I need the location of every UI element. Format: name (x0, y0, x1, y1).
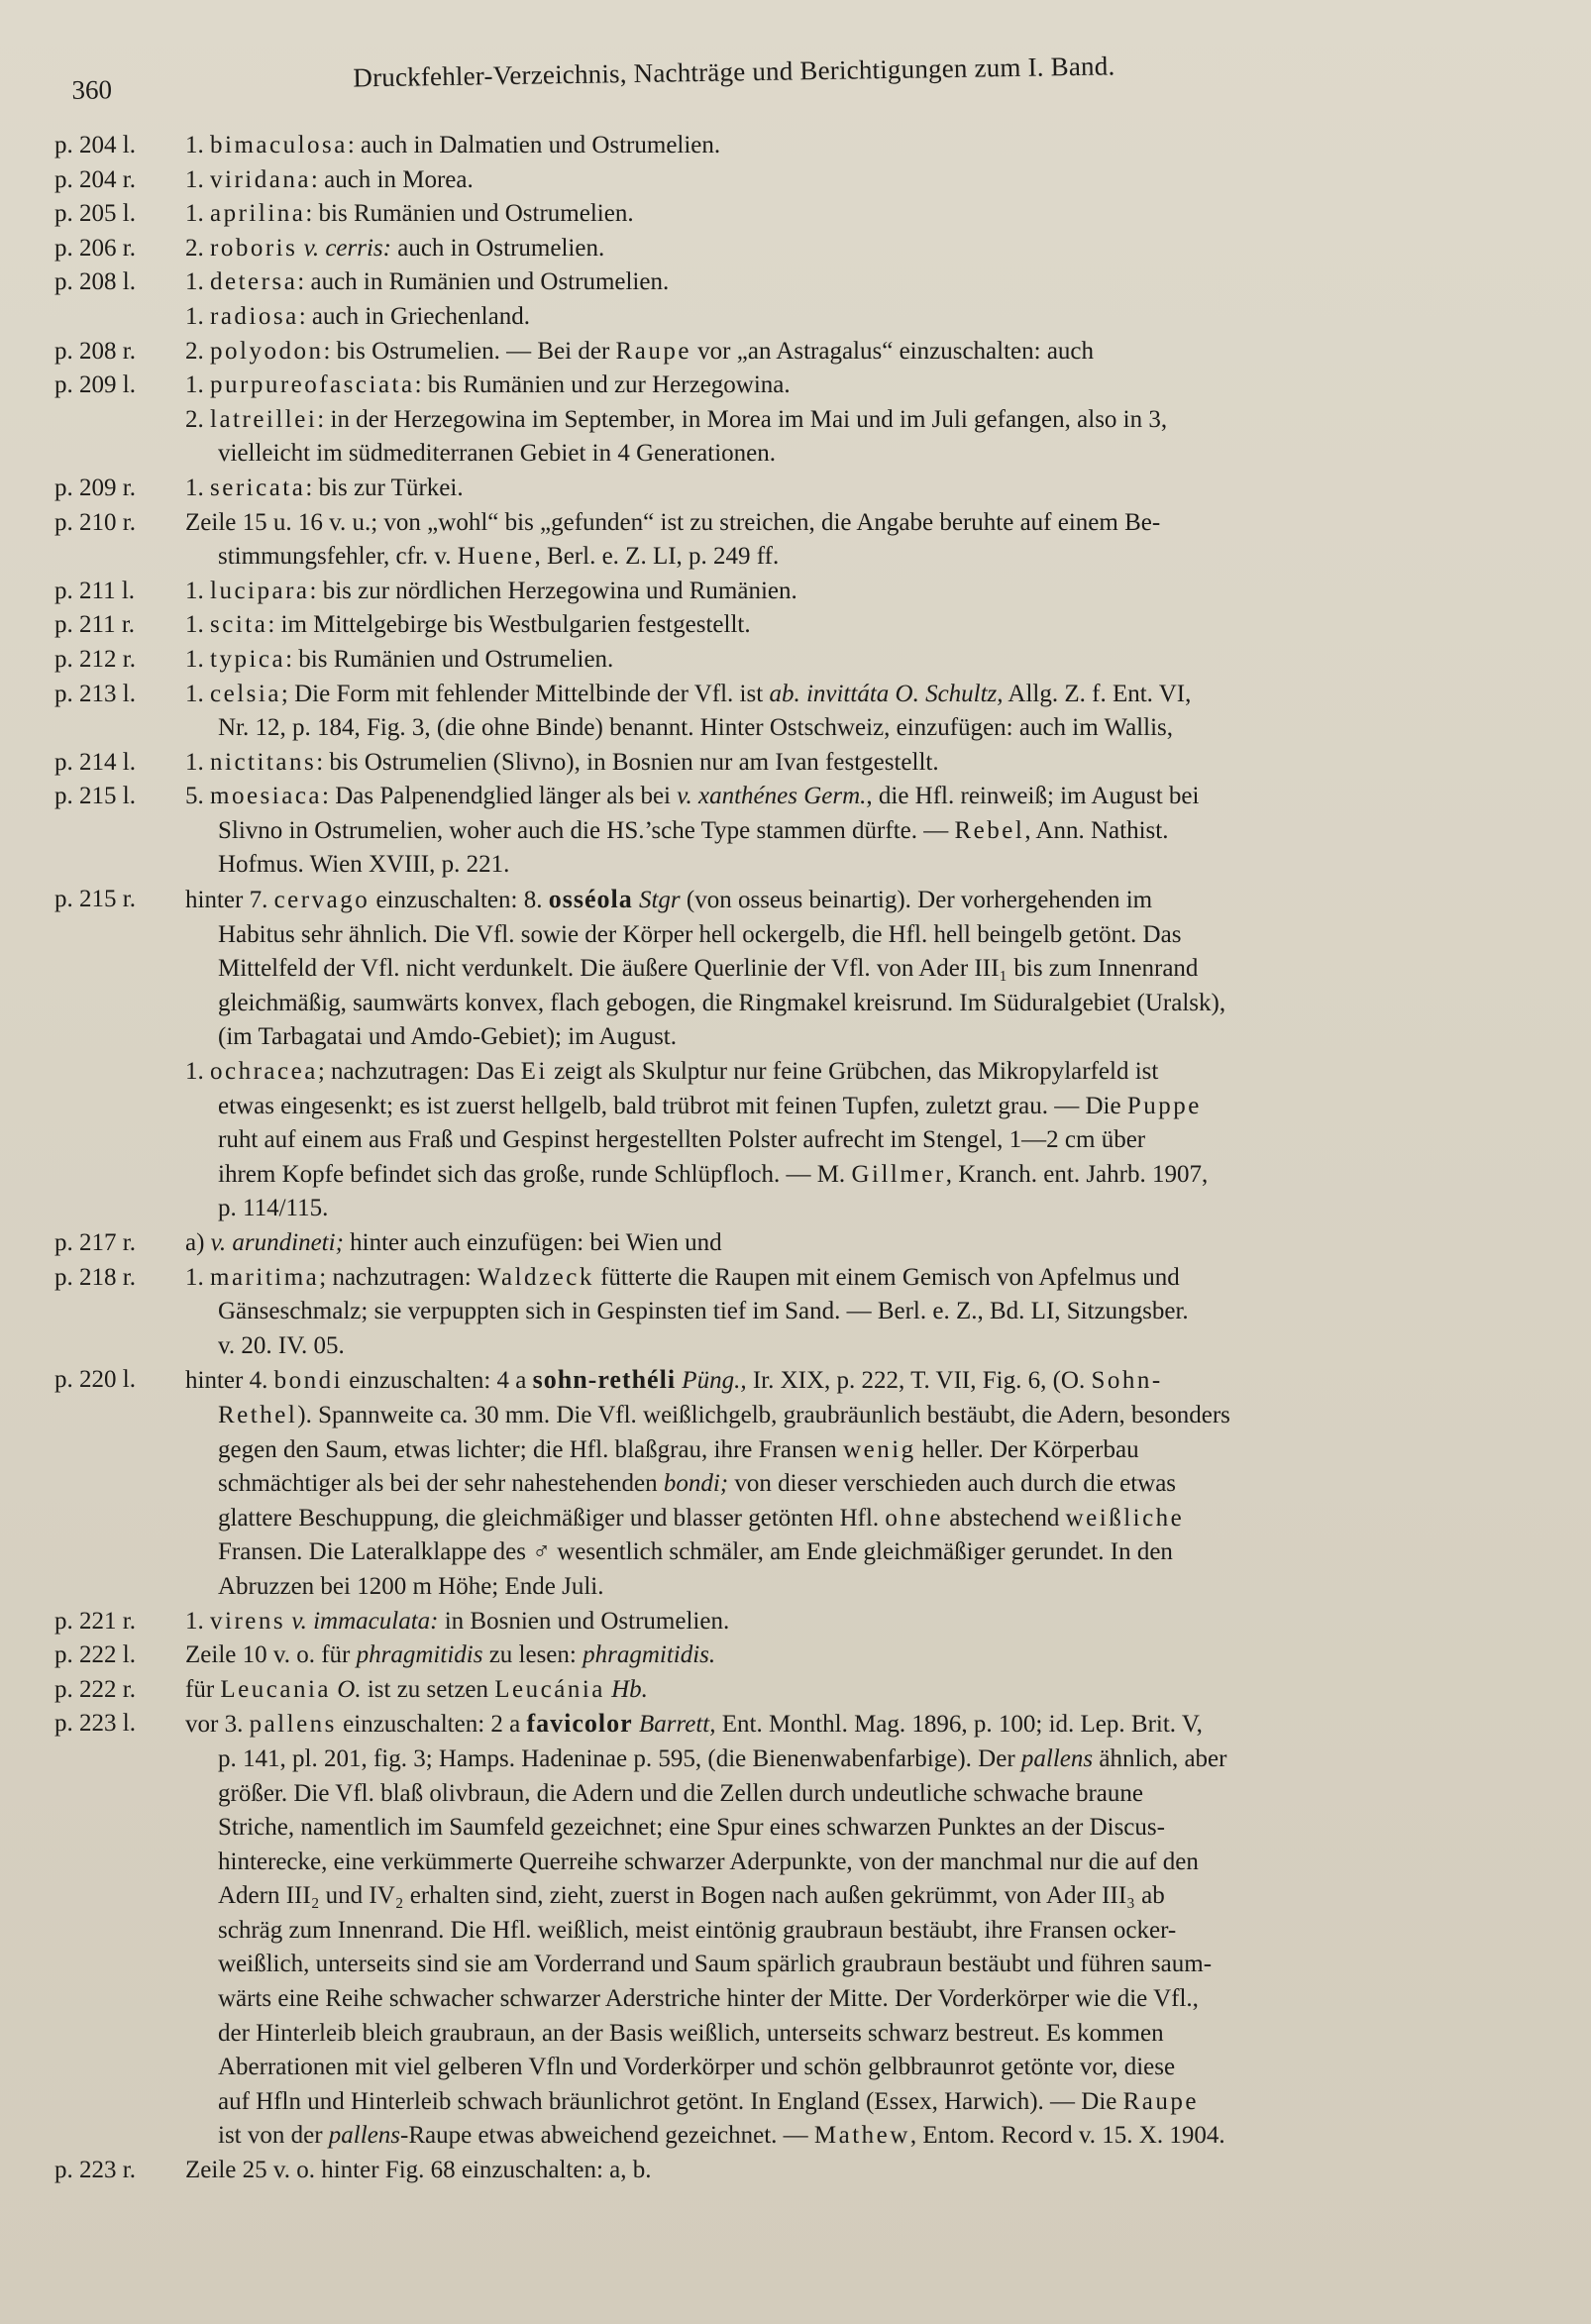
text-line (185, 1020, 1540, 1055)
erratum-entry (54, 163, 1540, 198)
text-line (185, 163, 1540, 198)
text-run: Striche, namentlich im Saumfeld gezeichnet; eine Spur eines schwarzen Punktes an der Discus- (218, 1814, 1165, 1842)
text-line (185, 2119, 1540, 2154)
text-run: : auch in Morea. (310, 165, 474, 193)
text-line (185, 814, 1540, 849)
text-run: : auch in Dalmatien und Ostrumelien. (347, 132, 721, 158)
text-line (185, 1158, 1540, 1193)
text-line (185, 918, 1540, 953)
erratum-entry (54, 129, 1540, 163)
text-run: Zeile 15 u. 16 v. u.; von „wohl“ bis „gefunden“ ist zu streichen, die Angabe beruhte auf einem Be- (185, 508, 1161, 536)
spaced-term: Puppe (1126, 1092, 1202, 1119)
italic-term: pallens (328, 2122, 401, 2150)
text-line (185, 2085, 1540, 2120)
text-run: etwas eingesenkt; es ist zuerst hellgelb, bald trübrot mit feinen Tupfen, zuletzt grau. — Die (218, 1092, 1127, 1119)
text-line (185, 1707, 1540, 1743)
spaced-term: Mathew (813, 2122, 910, 2150)
text-run: Hofmus. Wien XVIII, p. 221. (218, 851, 510, 879)
erratum-entry (54, 369, 1540, 472)
erratum-entry (54, 265, 1540, 334)
italic-term: phragmitidis (356, 1641, 483, 1669)
erratum-entry (54, 608, 1540, 643)
text-line (185, 1055, 1540, 1090)
italic-term: ab. invittáta O. Schultz, (769, 680, 1004, 707)
italic-term: bondi; (663, 1470, 729, 1498)
erratum-entry (54, 746, 1540, 781)
spaced-term: roboris (210, 234, 298, 262)
erratum-entry (54, 1261, 1540, 1364)
page-reference: p. 210 r. (54, 508, 136, 536)
page-reference: p. 215 l. (54, 783, 136, 810)
erratum-entry (54, 197, 1540, 232)
text-line (185, 780, 1540, 814)
text-line (185, 1879, 1540, 1914)
text-line (185, 1673, 1540, 1708)
text-run: (im Tarbagatai und Amdo-Gebiet); im August. (218, 1023, 677, 1051)
erratum-list (54, 129, 1540, 2188)
page-reference: p. 208 r. (54, 337, 136, 365)
text-line (185, 848, 1540, 883)
text-line (185, 506, 1540, 541)
erratum-entry (54, 335, 1540, 370)
text-line (185, 300, 1540, 335)
text-line (185, 1433, 1540, 1468)
text-line (185, 1123, 1540, 1158)
page-reference: p. 221 r. (54, 1607, 136, 1635)
entry-text (185, 780, 1540, 883)
text-run: einzuschalten: 2 a (336, 1711, 527, 1739)
text-line (185, 1329, 1540, 1364)
page-reference: p. 220 l. (54, 1366, 136, 1394)
spaced-term: polyodon (210, 337, 324, 365)
text-line (185, 1261, 1540, 1296)
text-line (185, 575, 1540, 609)
text-run: -Raupe etwas abweichend gezeichnet. — (400, 2122, 814, 2150)
text-line (185, 711, 1540, 746)
text-run: 1. (185, 577, 210, 604)
spaced-term: typica (210, 645, 286, 673)
text-run: hinter auch einzufügen: bei Wien und (343, 1229, 722, 1256)
text-line (185, 129, 1540, 163)
text-run: heller. Der Körperbau (915, 1435, 1139, 1463)
entry-text (185, 335, 1540, 370)
text-run: vielleicht im südmediterranen Gebiet in 4 Generationen. (218, 440, 777, 468)
text-run: stimmungsfehler, cfr. v. (218, 543, 458, 571)
spaced-term: viridana (210, 165, 311, 193)
spaced-term: maritima (210, 1263, 320, 1291)
text-run: der Hinterleib bleich graubraun, an der Basis weißlich, unterseits schwarz bestreut. Es kommen (218, 2019, 1164, 2047)
erratum-entry (54, 232, 1540, 266)
species-name: osséola (548, 885, 633, 914)
text-line (185, 335, 1540, 370)
spaced-term: Rebel (954, 816, 1025, 844)
text-line (185, 265, 1540, 300)
spaced-term: wenig (843, 1435, 916, 1463)
entry-text (185, 1673, 1540, 1708)
erratum-entry (54, 1363, 1540, 1604)
spaced-term: lucipara (210, 577, 310, 604)
entry-text (185, 883, 1540, 1226)
text-line (185, 1467, 1540, 1502)
spaced-term: detersa (210, 268, 298, 296)
page-reference: p. 204 l. (54, 132, 136, 158)
text-run: ). Spannweite ca. 30 mm. Die Vfl. weißlichgelb, graubräunlich bestäubt, die Adern, besonders (297, 1401, 1230, 1428)
spaced-term: Sohn- (1091, 1367, 1163, 1395)
text-run: abstechend (943, 1504, 1066, 1532)
text-line (185, 1502, 1540, 1536)
text-line (185, 1570, 1540, 1605)
text-run: 1. (185, 302, 210, 330)
italic-term: pallens (1020, 1744, 1094, 1772)
text-run: vor „an Astragalus“ einzuschalten: auch (690, 337, 1095, 365)
spaced-term: Leucania (220, 1675, 332, 1703)
text-run: 1. (185, 165, 210, 193)
text-run: Abruzzen bei 1200 m Höhe; Ende Juli. (218, 1572, 604, 1600)
text-run: p. 114/115. (218, 1195, 329, 1222)
italic-term: Püng., (682, 1367, 747, 1395)
spaced-term: scita (210, 611, 268, 639)
text-run: ist von der (218, 2122, 329, 2150)
text-run: einzuschalten: 8. (370, 887, 549, 914)
text-run: glattere Beschuppung, die gleichmäßiger und blasser getönten Hfl. (218, 1504, 886, 1532)
page-reference: p. 211 l. (54, 577, 136, 604)
text-run: v. 20. IV. 05. (218, 1331, 345, 1359)
text-run: Ir. XIX, p. 222, T. VII, Fig. 6, (O. (746, 1367, 1092, 1395)
page-reference: p. 217 r. (54, 1229, 136, 1256)
spaced-term: bimaculosa (210, 132, 348, 158)
text-run: , Kranch. ent. Jahrb. 1907, (945, 1160, 1209, 1188)
text-line (185, 197, 1540, 232)
text-run: ; nachzutragen: Das (317, 1058, 521, 1086)
text-run: , Ann. Nathist. (1024, 816, 1169, 844)
spaced-term: bondi (273, 1367, 344, 1395)
text-run: 1. (185, 645, 210, 673)
text-run: hinter 4. (185, 1367, 274, 1395)
spaced-term: pallens (249, 1711, 337, 1739)
page-reference: p. 204 r. (54, 165, 136, 193)
text-run: : in der Herzegowina im September, in Morea im Mai und im Juli gefangen, also in 3, (317, 405, 1168, 433)
page-header (67, 39, 1257, 107)
entry-text (185, 1638, 1540, 1673)
italic-term: v. arundineti; (210, 1229, 344, 1256)
page-reference: p. 223 l. (54, 1710, 136, 1738)
spaced-term: radiosa (210, 302, 299, 330)
text-line (185, 883, 1540, 918)
text-run: in Bosnien und Ostrumelien. (438, 1607, 730, 1635)
text-run: weißlich, unterseits sind sie am Vorderrand und Saum spärlich graubraun bestäubt und führen saum- (218, 1951, 1213, 1978)
text-run: , Entom. Record v. 15. X. 1904. (909, 2122, 1225, 2150)
text-run: gleichmäßig, saumwärts konvex, flach gebogen, die Ringmakel kreisrund. Im Süduralgebiet (Uralsk), (218, 989, 1226, 1016)
entry-text (185, 746, 1540, 781)
entry-text (185, 2154, 1540, 2188)
entry-text (185, 1707, 1540, 2154)
text-run: : bis Ostrumelien (Slivno), in Bosnien nur am Ivan festgestellt. (316, 748, 939, 776)
erratum-entry (54, 575, 1540, 609)
spaced-term: ohne (885, 1504, 944, 1532)
text-run: Adern III₂ und IV₂ erhalten sind, zieht, zuerst in Bogen nach außen gekrümmt, von Ader III₃ ab (218, 1882, 1165, 1910)
text-run: Nr. 12, p. 184, Fig. 3, (die ohne Binde) benannt. Hinter Ostschweiz, einzufügen: auch im Wallis, (218, 714, 1174, 742)
entry-text (185, 575, 1540, 609)
entry-text (185, 608, 1540, 643)
text-run: zu lesen: (482, 1641, 583, 1669)
text-run: , die Hfl. reinweiß; im August bei (866, 783, 1200, 810)
text-line (185, 1226, 1540, 1261)
text-run: : bis zur Türkei. (305, 474, 464, 501)
text-run: Slivno in Ostrumelien, woher auch die HS.’sche Type stammen dürfte. — (218, 816, 955, 844)
text-run: : Das Palpenendglied länger als bei (322, 783, 678, 810)
erratum-entry (54, 1605, 1540, 1639)
text-run: 1. (185, 611, 210, 639)
text-line (185, 472, 1540, 506)
spaced-term: nictitans (210, 748, 317, 776)
spaced-term: Leucánia (494, 1675, 605, 1703)
page-reference: p. 218 r. (54, 1263, 136, 1291)
spaced-term: Ei (520, 1058, 548, 1086)
erratum-entry (54, 506, 1540, 575)
text-run: 1. (185, 1263, 210, 1291)
text-line (185, 1811, 1540, 1846)
text-run: gegen den Saum, etwas lichter; die Hfl. blaßgrau, ihre Fransen (218, 1435, 844, 1463)
text-line (185, 746, 1540, 781)
spaced-term: sericata (210, 474, 306, 501)
spaced-term: Gillmer (851, 1160, 946, 1188)
erratum-entry (54, 1707, 1540, 2154)
text-line (185, 952, 1540, 987)
text-run: : bis zur nördlichen Herzegowina und Rumänien. (309, 577, 797, 604)
text-run: 2. (185, 337, 210, 365)
text-run: ist zu setzen (361, 1675, 495, 1703)
spaced-term: Raupe (1122, 2087, 1199, 2115)
entry-text (185, 1363, 1540, 1604)
entry-text (185, 163, 1540, 198)
text-run: 2. (185, 405, 210, 433)
text-run: größer. Die Vfl. blaß olivbraun, die Adern und die Zellen durch undeutliche schwache braune (218, 1779, 1143, 1807)
spaced-term: weißliche (1065, 1504, 1185, 1532)
text-line (185, 1399, 1540, 1433)
entry-text (185, 1605, 1540, 1639)
text-run: : auch in Rumänien und Ostrumelien. (297, 268, 670, 296)
text-run: 5. (185, 783, 210, 810)
page-reference: p. 211 r. (54, 611, 136, 639)
text-run: von dieser verschieden auch durch die etwas (728, 1470, 1177, 1498)
text-run: für (185, 1675, 221, 1703)
erratum-entry (54, 780, 1540, 883)
text-run: ; nachzutragen: (319, 1263, 477, 1291)
text-run: auf Hfln und Hinterleib schwach bräunlichrot getönt. In England (Essex, Harwich). — Die (218, 2087, 1123, 2115)
text-run: Fransen. Die Lateralklappe des ♂ wesentlich schmäler, am Ende gleichmäßiger gerundet. In den (218, 1538, 1173, 1566)
entry-text (185, 232, 1540, 266)
text-line (185, 369, 1540, 403)
running-title: Druckfehler-Verzeichnis, Nachträge und Berichtigungen zum I. Band. (353, 51, 1115, 93)
entry-text (185, 506, 1540, 575)
entry-text (185, 129, 1540, 163)
text-line (185, 540, 1540, 575)
text-run: 1. (185, 200, 210, 228)
text-run: auch in Ostrumelien. (390, 234, 605, 262)
text-line (185, 1605, 1540, 1639)
erratum-entry (54, 643, 1540, 678)
text-run: ihrem Kopfe befindet sich das große, runde Schlüpfloch. — M. (218, 1160, 852, 1188)
text-line (185, 1777, 1540, 1812)
entry-text (185, 369, 1540, 472)
text-line (185, 437, 1540, 472)
spaced-term: Waldzeck (477, 1263, 594, 1291)
text-line (185, 2051, 1540, 2085)
text-run: Habitus sehr ähnlich. Die Vfl. sowie der Körper hell ockergelb, die Hfl. hell beingelb getönt. Das (218, 920, 1182, 948)
spaced-term: latreillei (210, 405, 318, 433)
page-reference: p. 222 r. (54, 1675, 136, 1703)
text-run: 2. (185, 234, 210, 262)
text-run: Zeile 25 v. o. hinter Fig. 68 einzuschalten: a, b. (185, 2157, 652, 2184)
italic-term: v. xanthénes Germ. (677, 783, 867, 810)
text-run: hinterecke, eine verkümmerte Querreihe schwarzer Aderpunkte, von der manchmal nur die auf den (218, 1848, 1199, 1875)
erratum-entry (54, 883, 1540, 1226)
entry-text (185, 643, 1540, 678)
page-reference: p. 212 r. (54, 645, 136, 673)
text-run: 1. (185, 474, 210, 501)
entry-text (185, 678, 1540, 746)
spaced-term: moesiaca (210, 783, 323, 810)
text-run: 1. (185, 268, 210, 296)
page-reference: p. 215 r. (54, 886, 136, 913)
text-run: Gänseschmalz; sie verpuppten sich in Gespinsten tief im Sand. — Berl. e. Z., Bd. LI, Sitzungsber. (218, 1298, 1189, 1325)
text-run: : bis Rumänien und zur Herzegowina. (414, 371, 791, 399)
italic-term: phragmitidis. (583, 1641, 716, 1669)
text-run: hinter 7. (185, 887, 274, 914)
italic-term: O. (337, 1675, 362, 1703)
text-run: a) (185, 1229, 211, 1256)
text-run: 1. (185, 132, 210, 158)
text-line (185, 1535, 1540, 1570)
text-line (185, 678, 1540, 712)
spaced-term: celsia (210, 680, 281, 707)
text-run: 1. (185, 748, 210, 776)
erratum-entry (54, 1226, 1540, 1261)
text-line (185, 1090, 1540, 1124)
erratum-entry (54, 1673, 1540, 1708)
text-line (185, 1192, 1540, 1226)
italic-term: Hb. (611, 1675, 648, 1703)
erratum-entry (54, 678, 1540, 746)
text-line (185, 987, 1540, 1021)
text-line (185, 232, 1540, 266)
text-run: Zeile 10 v. o. für (185, 1641, 357, 1669)
text-run: (von osseus beinartig). Der vorhergehenden im (680, 887, 1153, 914)
italic-term: v. immaculata: (291, 1607, 439, 1635)
italic-term: Barrett, (638, 1711, 716, 1739)
text-run: vor 3. (185, 1711, 250, 1739)
text-run: fütterte die Raupen mit einem Gemisch von Apfelmus und (593, 1263, 1180, 1291)
text-run: Mittelfeld der Vfl. nicht verdunkelt. Die äußere Querlinie der Vfl. von Ader III₁ bis zum Innenrand (218, 955, 1199, 983)
spaced-term: cervago (273, 887, 371, 914)
page-reference: p. 209 r. (54, 474, 136, 501)
text-line (185, 608, 1540, 643)
text-line (185, 1295, 1540, 1329)
text-run: : bis Rumänien und Ostrumelien. (285, 645, 614, 673)
text-run: , Berl. e. Z. LI, p. 249 ff. (534, 543, 780, 571)
page-reference: p. 205 l. (54, 200, 136, 228)
entry-text (185, 472, 1540, 506)
spaced-term: aprilina (210, 200, 306, 228)
text-line (185, 2017, 1540, 2052)
entry-text (185, 197, 1540, 232)
spaced-term: Raupe (615, 337, 691, 365)
erratum-entry (54, 2154, 1540, 2188)
text-run: ; Die Form mit fehlender Mittelbinde der Vfl. ist (280, 680, 770, 707)
species-name: favicolor (526, 1709, 633, 1739)
entry-text (185, 265, 1540, 334)
text-line (185, 1638, 1540, 1673)
page-reference: p. 206 r. (54, 234, 136, 262)
text-line (185, 1914, 1540, 1949)
text-run: 1. (185, 1058, 210, 1086)
text-run: p. 141, pl. 201, fig. 3; Hamps. Hadeninae p. 595, (die Bienenwabenfarbige). Der (218, 1744, 1021, 1772)
page-reference: p. 208 l. (54, 268, 136, 296)
page-reference: p. 222 l. (54, 1641, 136, 1669)
text-line (185, 1363, 1540, 1399)
spaced-term: purpureofasciata (210, 371, 415, 399)
text-line (185, 1743, 1540, 1777)
text-line (185, 403, 1540, 438)
page-reference: p. 213 l. (54, 680, 136, 707)
text-line (185, 1982, 1540, 2017)
text-run: : auch in Griechenland. (298, 302, 530, 330)
text-run: Ent. Monthl. Mag. 1896, p. 100; id. Lep. Brit. V, (715, 1711, 1203, 1739)
text-run: : bis Rumänien und Ostrumelien. (305, 200, 634, 228)
text-run: : im Mittelgebirge bis Westbulgarien festgestellt. (267, 611, 751, 639)
text-run: schmächtiger als bei der sehr nahestehenden (218, 1470, 664, 1498)
text-run: ähnlich, aber (1093, 1744, 1227, 1772)
page-reference: p. 209 l. (54, 371, 136, 399)
spaced-term: Rethel (218, 1401, 298, 1428)
italic-term: Stgr (638, 887, 681, 914)
text-run: schräg zum Innenrand. Die Hfl. weißlich, meist eintönig graubraun bestäubt, ihre Fransen ocker- (218, 1916, 1177, 1944)
entry-text (185, 1226, 1540, 1261)
text-run: Allg. Z. f. Ent. VI, (1003, 680, 1192, 707)
page-number: 360 (71, 74, 113, 105)
text-line (185, 1948, 1540, 1982)
text-run: ruht auf einem aus Fraß und Gespinst hergestellten Polster aufrecht im Stengel, 1—2 cm über (218, 1126, 1146, 1154)
spaced-term: Huene (457, 543, 535, 571)
spaced-term: ochracea (210, 1058, 318, 1086)
species-name: sohn-rethéli (532, 1365, 677, 1395)
italic-term: v. cerris: (303, 234, 391, 262)
text-run: wärts eine Reihe schwacher schwarzer Aderstriche hinter der Mitte. Der Vorderkörper wie die Vfl., (218, 1985, 1199, 2013)
erratum-entry (54, 1638, 1540, 1673)
text-line (185, 2154, 1540, 2188)
text-run: 1. (185, 371, 210, 399)
page-reference: p. 223 r. (54, 2157, 136, 2184)
text-run: einzuschalten: 4 a (343, 1367, 533, 1395)
text-run: 1. (185, 680, 210, 707)
text-run: 1. (185, 1607, 210, 1635)
erratum-entry (54, 472, 1540, 506)
text-line (185, 1846, 1540, 1880)
text-line (185, 643, 1540, 678)
spaced-term: virens (210, 1607, 286, 1635)
text-run: Aberrationen mit viel gelberen Vfln und Vorderkörper und schön gelbbraunrot getönte vor, diese (218, 2054, 1176, 2081)
entry-text (185, 1261, 1540, 1364)
text-run: zeigt als Skulptur nur feine Grübchen, das Mikropylarfeld ist (547, 1058, 1159, 1086)
page-reference: p. 214 l. (54, 748, 136, 776)
text-run: : bis Ostrumelien. — Bei der (323, 337, 616, 365)
